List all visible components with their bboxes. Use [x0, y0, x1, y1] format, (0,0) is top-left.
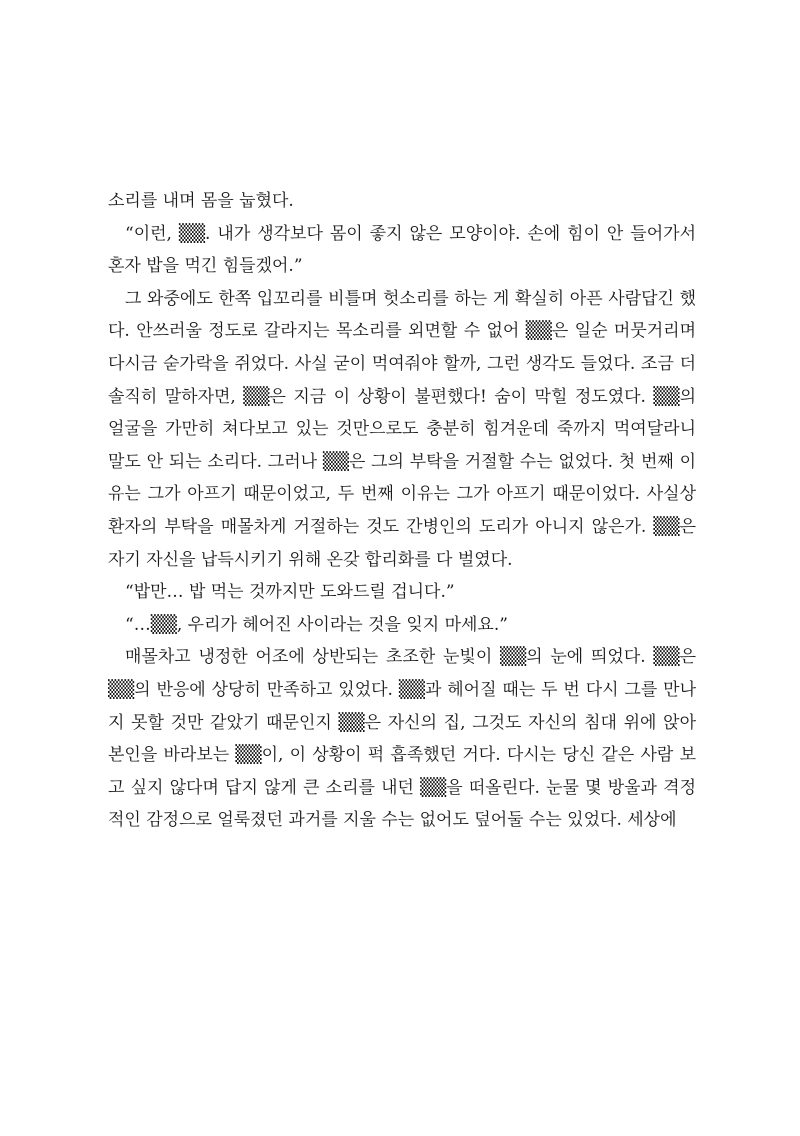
body-text: [108, 185, 696, 837]
paragraph-5: “…▒▒, 우리가 헤어진 사이라는 것을 잊지 마세요.”: [125, 614, 508, 635]
paragraph-6: 매몰차고 냉정한 어조에 상반되는 초조한 눈빛이 ▒▒의 눈에 띄었다. ▒▒은 ▒▒의 반응에 상당히 만족하고 있었다. ▒▒과 헤어질 때는 두 번 다시 그를 만나지 못할 것만 같았기 때문인지 ▒▒은 자신의 집, 그것도 자신의 침대 위에 앉아 본인을 바라보는 ▒▒이, 이 상황이 퍽 흡족했던 거다. 다시는 당신 같은 사람 보고 싶지 않다며 답지 않게 큰 소리를 내던 ▒▒을 떠올린다. 눈물 몇 방울과 격정적인 감정으로 얼룩졌던 과거를 지울 수는 없어도 덮어둘 수는 있었다. 세상에: [108, 647, 696, 831]
paragraph-3: 그 와중에도 한쪽 입꼬리를 비틀며 헛소리를 하는 게 확실히 아픈 사람답긴 했다. 안쓰러울 정도로 갈라지는 목소리를 외면할 수 없어 ▒▒은 일순 머뭇거리며 다시금 숟가락을 쥐었다. 사실 굳이 먹여줘야 할까, 그런 생각도 들었다. 조금 더 솔직히 말하자면, ▒▒은 지금 이 상황이 불편했다! 숨이 막힐 정도였다. ▒▒의 얼굴을 가만히 쳐다보고 있는 것만으로도 충분히 힘겨운데 죽까지 먹여달라니 말도 안 되는 소리다. 그러나 ▒▒은 그의 부탁을 거절할 수는 없었다. 첫 번째 이유는 그가 아프기 때문이었고, 두 번째 이유는 그가 아프기 때문이었다. 사실상 환자의 부탁을 매몰차게 거절하는 것도 간병인의 도리가 아니지 않은가. ▒▒은 자기 자신을 납득시키기 위해 온갖 합리화를 다 벌였다.: [108, 288, 696, 570]
paragraph-2: “이런, ▒▒. 내가 생각보다 몸이 좋지 않은 모양이야. 손에 힘이 안 들어가서 혼자 밥을 먹긴 힘들겠어.”: [108, 223, 696, 277]
paragraph-4: “밥만… 밥 먹는 것까지만 도와드릴 겁니다.”: [125, 582, 455, 603]
paragraph-1: 소리를 내며 몸을 눕혔다.: [108, 191, 294, 211]
